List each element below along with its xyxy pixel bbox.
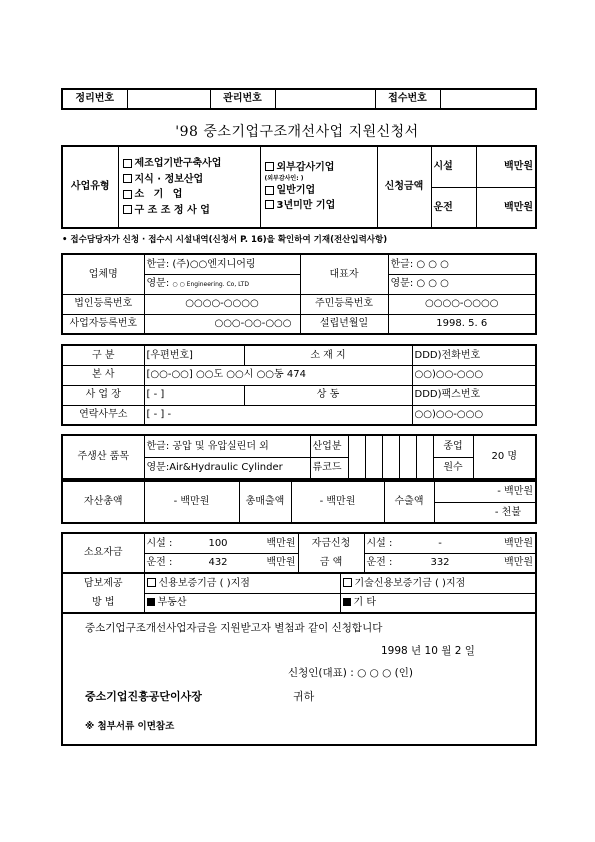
amount-facility-unit[interactable]: 백만원: [476, 146, 536, 187]
resident-reg-label: 주민등록번호: [300, 294, 388, 314]
industry-code-digit-5[interactable]: [416, 435, 433, 479]
founded-date[interactable]: 1998. 5. 6: [388, 314, 536, 334]
checkbox-credit-guarantee[interactable]: 신용보증기금 ( )지점: [144, 573, 340, 593]
checkbox-knowledge-info[interactable]: 지식 · 정보산업: [123, 172, 258, 188]
declaration-date[interactable]: 1998 년 10 월 2 일: [381, 645, 475, 657]
hq-address[interactable]: [○○-○○] ○○도 ○○시 ○○동 474: [144, 365, 412, 385]
employees-value[interactable]: 20 명: [473, 435, 536, 479]
amount-facility-label: 시설: [431, 146, 476, 187]
industry-code-label-2: 류코드: [310, 457, 348, 479]
business-type-label: 사업유형: [62, 146, 118, 228]
product-label: 주생산 품목: [62, 435, 144, 479]
finance-table: [61, 480, 537, 524]
requested-funds-label-2: 금 액: [298, 553, 364, 573]
address-col-category: 구 분: [62, 345, 144, 365]
corp-reg-number[interactable]: ○○○○-○○○○: [144, 294, 300, 314]
funds-facility-unit: 백만원: [248, 533, 298, 553]
checkbox-real-estate[interactable]: 부동산: [144, 593, 340, 613]
address-col-phone: DDD)전화번호: [412, 345, 536, 365]
sales-value[interactable]: - 백만원: [291, 481, 384, 523]
receipt-number-field[interactable]: [440, 89, 536, 109]
office-label: 연락사무소: [62, 405, 144, 425]
site-zip[interactable]: [ - ]: [144, 385, 244, 405]
hq-label: 본 사: [62, 365, 144, 385]
funding-table: [61, 532, 537, 574]
hq-phone[interactable]: ○○)○○-○○○: [412, 365, 536, 385]
products-table: [61, 434, 537, 480]
biz-reg-number[interactable]: ○○○-○○-○○○: [144, 314, 300, 334]
business-type-options-left: [118, 146, 260, 228]
req-operation-amount[interactable]: 332: [410, 553, 470, 573]
top-bar: [61, 88, 537, 110]
representative-label: 대표자: [300, 254, 388, 294]
industry-code-digit-1[interactable]: [348, 435, 365, 479]
address-col-location: 소 재 지: [244, 345, 412, 365]
product-kr[interactable]: 한글: 공압 및 유압실린더 외: [144, 435, 310, 457]
checkbox-restructuring[interactable]: 구 조 조 정 사 업: [123, 203, 258, 219]
recipient: 중소기업진흥공단이사장: [85, 690, 202, 703]
req-facility-unit: 백만원: [470, 533, 536, 553]
corp-reg-label: 법인등록번호: [62, 294, 144, 314]
funds-operation-amount[interactable]: 432: [188, 553, 248, 573]
management-number-field[interactable]: [275, 89, 375, 109]
export-label: 수출액: [384, 481, 434, 523]
company-name-en[interactable]: 영문: ○ ○ Engineering. Co, LTD: [144, 274, 300, 294]
collateral-table: [61, 572, 537, 614]
req-operation-label: 운전 :: [364, 553, 410, 573]
amount-operation-label: 운전: [431, 187, 476, 228]
receipt-number-label: 접수번호: [375, 89, 440, 109]
resident-reg-number[interactable]: ○○○○-○○○○: [388, 294, 536, 314]
industry-code-digit-3[interactable]: [382, 435, 399, 479]
management-number-label: 관리번호: [210, 89, 275, 109]
applicant-signature[interactable]: 신청인(대표) : ○ ○ ○ (인): [288, 667, 413, 679]
req-facility-label: 시설 :: [364, 533, 410, 553]
intake-note: • 접수담당자가 신청 · 접수시 시설내역(신청서 P. 16)을 확인하여 기재(전산입력사항): [62, 235, 388, 245]
site-label: 사 업 장: [62, 385, 144, 405]
required-funds-label: 소요자금: [62, 533, 144, 573]
declaration-block: [61, 612, 537, 746]
address-table: [61, 344, 537, 426]
industry-code-label-1: 산업분: [310, 435, 348, 457]
industry-code-digit-2[interactable]: [365, 435, 382, 479]
declaration-statement: 중소기업구조개선사업자금을 지원받고자 별첨과 같이 신청합니다: [85, 622, 383, 634]
checkbox-under-3-years[interactable]: 3년미만 기업: [265, 199, 375, 214]
attachment-note: ※ 첨부서류 이면참조: [85, 721, 175, 732]
collateral-label-1: 담보제공: [62, 573, 144, 593]
page-title: '98 중소기업구조개선사업 지원신청서: [175, 124, 419, 140]
address-col-zip: [우편번호]: [144, 345, 244, 365]
export-value-usd[interactable]: - 천불: [434, 502, 536, 523]
export-value-krw[interactable]: - 백만원: [434, 481, 536, 502]
req-operation-unit: 백만원: [470, 553, 536, 573]
checkbox-other[interactable]: 기 타: [340, 593, 536, 613]
fax-label: DDD)팩스번호: [412, 385, 536, 405]
employees-label-2: 원수: [433, 457, 473, 479]
control-number-field[interactable]: [127, 89, 210, 109]
representative-en[interactable]: 영문: ○ ○ ○: [388, 274, 536, 294]
funds-facility-label: 시설 :: [144, 533, 188, 553]
funds-facility-amount[interactable]: 100: [188, 533, 248, 553]
checkbox-tech-guarantee[interactable]: 기술신용보증기금 ( )지점: [340, 573, 536, 593]
employees-label-1: 종업: [433, 435, 473, 457]
office-address[interactable]: [ - ] -: [144, 405, 412, 425]
business-type-table: [61, 145, 537, 229]
control-number-label: 정리번호: [62, 89, 127, 109]
requested-funds-label-1: 자금신청: [298, 533, 364, 553]
biz-reg-label: 사업자등록번호: [62, 314, 144, 334]
checkbox-small-business[interactable]: 소 기 업: [123, 187, 258, 203]
office-phone[interactable]: ○○)○○-○○○: [412, 405, 536, 425]
amount-operation-unit[interactable]: 백만원: [476, 187, 536, 228]
founded-label: 설립년월일: [300, 314, 388, 334]
assets-label: 자산총액: [62, 481, 144, 523]
sales-label: 총매출액: [239, 481, 291, 523]
company-table: [61, 253, 537, 335]
company-name-kr[interactable]: 한글: (주)○○엔지니어링: [144, 254, 300, 274]
req-facility-amount[interactable]: -: [410, 533, 470, 553]
checkbox-manufacturing[interactable]: 제조업기반구축사업: [123, 156, 258, 172]
funds-operation-unit: 백만원: [248, 553, 298, 573]
checkbox-general[interactable]: 일반기업: [265, 184, 375, 199]
company-name-label: 업체명: [62, 254, 144, 294]
funds-operation-label: 운전 :: [144, 553, 188, 573]
checkbox-external-audit[interactable]: 외부감사기업: [265, 161, 375, 176]
assets-value[interactable]: - 백만원: [144, 481, 239, 523]
requested-amount-label: 신청금액: [377, 146, 431, 228]
business-type-options-right: [260, 146, 377, 228]
site-same[interactable]: 상 동: [244, 385, 412, 405]
collateral-label-2: 방 법: [62, 593, 144, 613]
representative-kr[interactable]: 한글: ○ ○ ○: [388, 254, 536, 274]
external-auditor-field[interactable]: (외부감사인: ): [264, 175, 304, 183]
recipient-honorific: 귀하: [293, 690, 315, 703]
industry-code-digit-4[interactable]: [399, 435, 416, 479]
product-en[interactable]: 영문:Air&Hydraulic Cylinder: [144, 457, 310, 479]
